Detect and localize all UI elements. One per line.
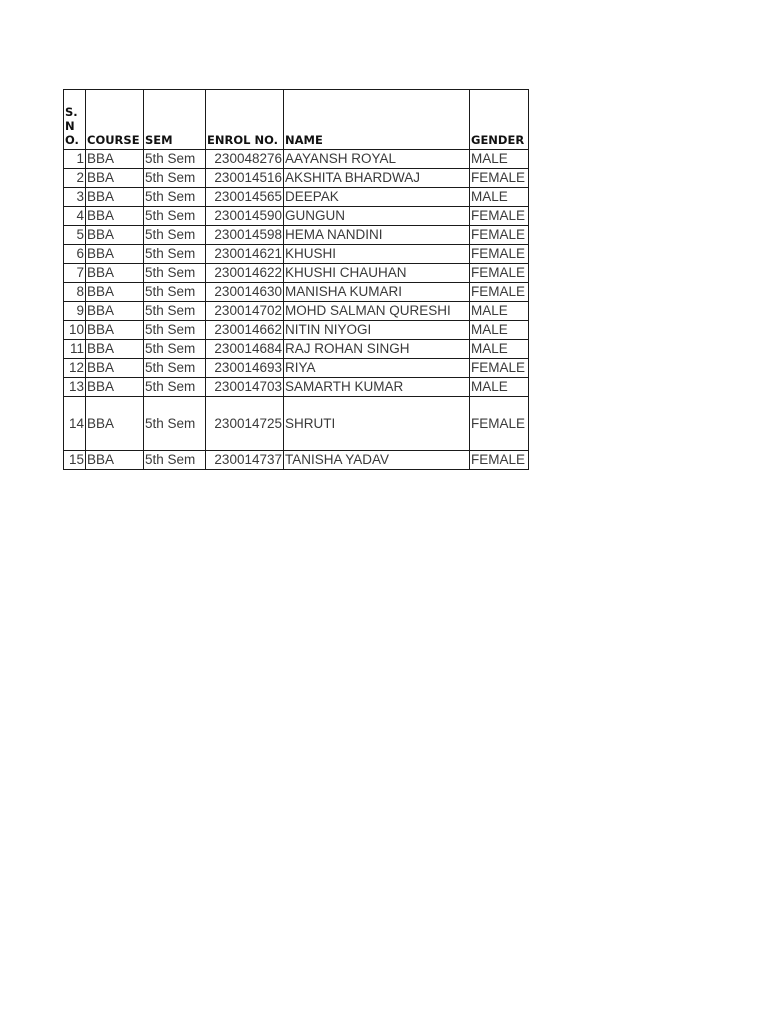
cell-name: AKSHITA BHARDWAJ: [284, 169, 470, 188]
table-row: [64, 451, 529, 470]
table-row: [64, 150, 529, 169]
cell-gender: FEMALE: [470, 264, 529, 283]
cell-sem: 5th Sem: [144, 226, 206, 245]
cell-sem: 5th Sem: [144, 397, 206, 451]
cell-sno: 6: [64, 245, 86, 264]
header-name: NAME: [284, 90, 470, 150]
cell-course: BBA: [86, 397, 144, 451]
cell-name: AAYANSH ROYAL: [284, 150, 470, 169]
cell-sno: 3: [64, 188, 86, 207]
table-row: [64, 321, 529, 340]
cell-name: RAJ ROHAN SINGH: [284, 340, 470, 359]
cell-enrol-no: 230014725: [206, 397, 284, 451]
cell-name: HEMA NANDINI: [284, 226, 470, 245]
table-row: [64, 378, 529, 397]
header-course: COURSE: [86, 90, 144, 150]
cell-gender: FEMALE: [470, 226, 529, 245]
cell-enrol-no: 230014621: [206, 245, 284, 264]
cell-sem: 5th Sem: [144, 302, 206, 321]
table-row: [64, 264, 529, 283]
table-row: [64, 283, 529, 302]
cell-name: SHRUTI: [284, 397, 470, 451]
cell-name: DEEPAK: [284, 188, 470, 207]
table-row: [64, 226, 529, 245]
cell-enrol-no: 230014598: [206, 226, 284, 245]
cell-sno: 11: [64, 340, 86, 359]
cell-enrol-no: 230014702: [206, 302, 284, 321]
cell-sno: 7: [64, 264, 86, 283]
cell-course: BBA: [86, 283, 144, 302]
cell-enrol-no: 230014662: [206, 321, 284, 340]
header-sno: S.NO.: [64, 90, 86, 150]
cell-enrol-no: 230048276: [206, 150, 284, 169]
cell-enrol-no: 230014737: [206, 451, 284, 470]
cell-course: BBA: [86, 359, 144, 378]
table-row: [64, 340, 529, 359]
cell-name: MANISHA KUMARI: [284, 283, 470, 302]
cell-sem: 5th Sem: [144, 283, 206, 302]
cell-sno: 9: [64, 302, 86, 321]
cell-gender: MALE: [470, 188, 529, 207]
cell-gender: MALE: [470, 378, 529, 397]
header-gender: GENDER: [470, 90, 529, 150]
cell-gender: MALE: [470, 321, 529, 340]
table-row: [64, 359, 529, 378]
cell-sem: 5th Sem: [144, 378, 206, 397]
cell-gender: MALE: [470, 340, 529, 359]
cell-sem: 5th Sem: [144, 245, 206, 264]
cell-name: RIYA: [284, 359, 470, 378]
cell-sno: 10: [64, 321, 86, 340]
cell-course: BBA: [86, 321, 144, 340]
header-enrol-no: ENROL NO.: [206, 90, 284, 150]
cell-sno: 12: [64, 359, 86, 378]
cell-gender: FEMALE: [470, 245, 529, 264]
table-row: [64, 397, 529, 451]
table-row: [64, 302, 529, 321]
cell-gender: MALE: [470, 150, 529, 169]
cell-gender: FEMALE: [470, 207, 529, 226]
table-row: [64, 169, 529, 188]
cell-gender: FEMALE: [470, 451, 529, 470]
cell-course: BBA: [86, 378, 144, 397]
cell-course: BBA: [86, 150, 144, 169]
cell-sno: 14: [64, 397, 86, 451]
cell-sem: 5th Sem: [144, 207, 206, 226]
cell-name: KHUSHI: [284, 245, 470, 264]
cell-sno: 2: [64, 169, 86, 188]
cell-enrol-no: 230014565: [206, 188, 284, 207]
cell-sem: 5th Sem: [144, 359, 206, 378]
cell-gender: FEMALE: [470, 283, 529, 302]
student-table: [63, 89, 529, 470]
cell-name: KHUSHI CHAUHAN: [284, 264, 470, 283]
cell-sem: 5th Sem: [144, 451, 206, 470]
cell-course: BBA: [86, 264, 144, 283]
cell-sem: 5th Sem: [144, 188, 206, 207]
cell-name: TANISHA YADAV: [284, 451, 470, 470]
cell-course: BBA: [86, 188, 144, 207]
table-row: [64, 245, 529, 264]
cell-enrol-no: 230014703: [206, 378, 284, 397]
cell-sem: 5th Sem: [144, 264, 206, 283]
table-row: [64, 207, 529, 226]
cell-course: BBA: [86, 245, 144, 264]
cell-gender: FEMALE: [470, 359, 529, 378]
cell-course: BBA: [86, 226, 144, 245]
cell-sno: 4: [64, 207, 86, 226]
cell-name: MOHD SALMAN QURESHI: [284, 302, 470, 321]
header-sem: SEM: [144, 90, 206, 150]
cell-sno: 13: [64, 378, 86, 397]
cell-course: BBA: [86, 302, 144, 321]
cell-enrol-no: 230014684: [206, 340, 284, 359]
table-row: [64, 188, 529, 207]
cell-course: BBA: [86, 169, 144, 188]
cell-enrol-no: 230014622: [206, 264, 284, 283]
cell-course: BBA: [86, 451, 144, 470]
cell-sem: 5th Sem: [144, 169, 206, 188]
cell-name: NITIN NIYOGI: [284, 321, 470, 340]
cell-name: SAMARTH KUMAR: [284, 378, 470, 397]
cell-enrol-no: 230014693: [206, 359, 284, 378]
cell-course: BBA: [86, 340, 144, 359]
cell-sem: 5th Sem: [144, 340, 206, 359]
cell-gender: FEMALE: [470, 397, 529, 451]
cell-enrol-no: 230014630: [206, 283, 284, 302]
cell-sno: 8: [64, 283, 86, 302]
cell-name: GUNGUN: [284, 207, 470, 226]
header-row: [64, 90, 529, 150]
cell-enrol-no: 230014590: [206, 207, 284, 226]
cell-gender: MALE: [470, 302, 529, 321]
cell-sno: 15: [64, 451, 86, 470]
cell-sem: 5th Sem: [144, 150, 206, 169]
cell-gender: FEMALE: [470, 169, 529, 188]
cell-course: BBA: [86, 207, 144, 226]
cell-sno: 5: [64, 226, 86, 245]
cell-sem: 5th Sem: [144, 321, 206, 340]
cell-sno: 1: [64, 150, 86, 169]
cell-enrol-no: 230014516: [206, 169, 284, 188]
